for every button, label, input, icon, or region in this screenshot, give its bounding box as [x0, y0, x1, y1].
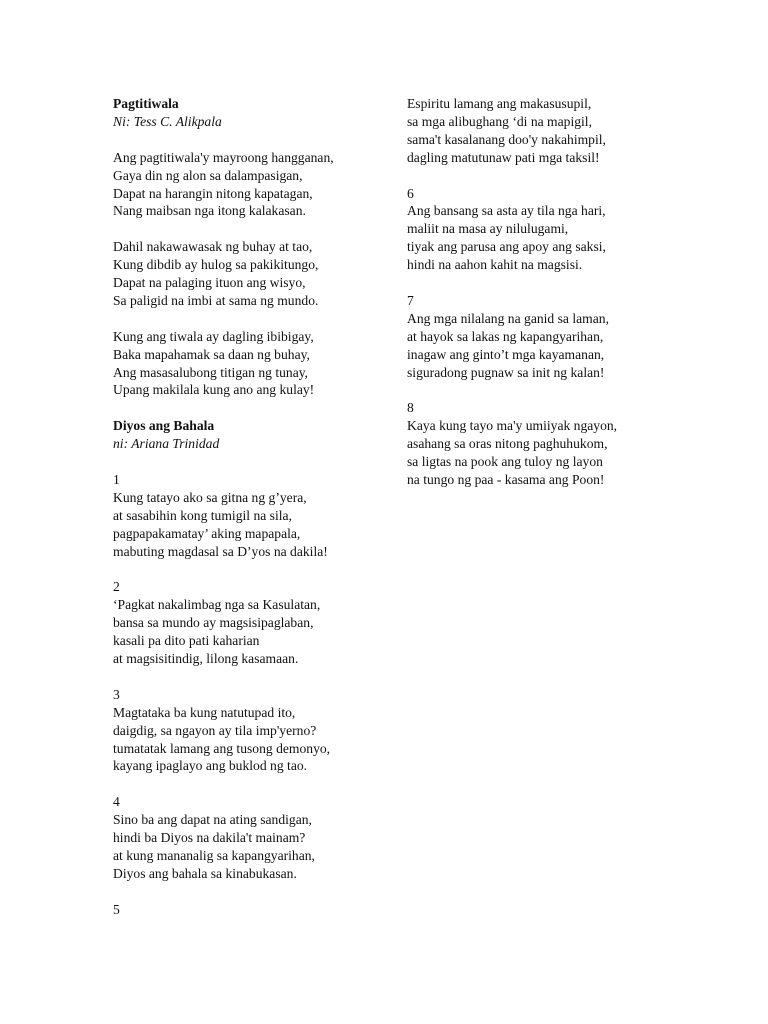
stanza-number: 5 [113, 901, 120, 917]
poem-line: pagpapakamatay’ aking mapapala, [113, 525, 301, 541]
right-column [407, 95, 687, 489]
poem-line: Sa paligid na imbi at sama ng mundo. [113, 292, 319, 308]
poem-author-tess-alikpala: Ni: Tess C. Alikpala [113, 113, 222, 129]
poem-line: hindi ba Diyos na dakila't mainam? [113, 830, 306, 846]
stanza-number: 1 [113, 471, 120, 487]
poem-line: inagaw ang ginto’t mga kayamanan, [407, 346, 605, 362]
poem-line: Diyos ang bahala sa kinabukasan. [113, 865, 297, 881]
poem-title-pagtitiwala: Pagtitiwala [113, 96, 179, 111]
stanza [113, 149, 383, 221]
poem-line: Dahil nakawawasak ng buhay at tao, [113, 239, 313, 255]
poem-line: kayang ipaglayo ang buklod ng tao. [113, 758, 308, 774]
poem-line: sa ligtas na pook ang tuloy ng layon [407, 454, 603, 470]
left-column [113, 95, 383, 919]
stanza [407, 292, 687, 382]
poem-line: Ang mga nilalang na ganid sa laman, [407, 310, 609, 326]
poem-line: at magsisitindig, lilong kasamaan. [113, 651, 299, 666]
stanza [113, 328, 383, 400]
stanza [113, 686, 383, 776]
stanza [113, 901, 383, 919]
poem-line: Upang makilala kung ano ang kulay! [113, 382, 315, 398]
stanza-number: 4 [113, 794, 120, 810]
poem-line: sa mga alibughang ‘di na mapigil, [407, 113, 592, 129]
stanza [113, 238, 383, 310]
stanza [113, 793, 383, 883]
stanza [407, 185, 687, 275]
poem-author-ariana-trinidad: ni: Ariana Trinidad [113, 436, 220, 452]
poem-line: Gaya din ng alon sa dalampasigan, [113, 167, 303, 183]
poem-line: kasali pa dito pati kaharian [113, 633, 260, 649]
poem-line: Kung tatayo ako sa gitna ng g’yera, [113, 489, 307, 505]
poem-line: tumatatak lamang ang tusong demonyo, [113, 740, 331, 756]
poem-line: sama't kasalanang doo'y nakahimpil, [407, 131, 606, 147]
poem-line: Baka mapahamak sa daan ng buhay, [113, 346, 310, 362]
poem-line: Sino ba ang dapat na ating sandigan, [113, 812, 312, 828]
poem-line: asahang sa oras nitong paghuhukom, [407, 436, 608, 452]
poem-line: Kung ang tiwala ay dagling ibibigay, [113, 328, 314, 344]
poem-line: at kung mananalig sa kapangyarihan, [113, 847, 315, 863]
poem-line: mabuting magdasal sa D’yos na dakila! [113, 543, 328, 559]
stanza [407, 399, 687, 489]
stanza [113, 578, 383, 668]
poem-line: bansa sa mundo ay magsisipaglaban, [113, 615, 314, 631]
poem-line: Dapat na harangin nitong kapatagan, [113, 185, 313, 201]
poem-line: ‘Pagkat nakalimbag nga sa Kasulatan, [113, 597, 321, 613]
stanza-number: 6 [407, 185, 414, 201]
poem-line: siguradong pugnaw sa init ng kalan! [407, 364, 605, 380]
poem-line: Nang maibsan nga itong kalakasan. [113, 203, 306, 219]
poem-line: hindi na aahon kahit na magsisi. [407, 257, 583, 273]
poem-line: maliit na masa ay nilulugami, [407, 221, 569, 237]
poem-line: at hayok sa lakas ng kapangyarihan, [407, 328, 604, 344]
poem-title-diyos-ang-bahala: Diyos ang Bahala [113, 418, 215, 434]
poem-line: Dapat na palaging ituon ang wisyo, [113, 275, 306, 291]
stanza-number: 7 [407, 292, 414, 308]
poem-line: Kung dibdib ay hulog sa pakikitungo, [113, 257, 319, 273]
poem-line: at sasabihin kong tumigil na sila, [113, 507, 292, 523]
stanza-number: 8 [407, 400, 414, 416]
poem-line: Ang bansang sa asta ay tila nga hari, [407, 203, 606, 219]
poem-line: Kaya kung tayo ma'y umiiyak ngayon, [407, 418, 618, 434]
stanza-continued [407, 95, 687, 167]
stanza-number: 3 [113, 686, 120, 702]
poem-line: Ang pagtitiwala'y mayroong hangganan, [113, 149, 334, 165]
poem-line: tiyak ang parusa ang apoy ang saksi, [407, 239, 606, 255]
poem-line: dagling matutunaw pati mga taksil! [407, 149, 600, 165]
poem-line: Ang masasalubong titigan ng tunay, [113, 364, 309, 380]
poem-line: Espiritu lamang ang makasusupil, [407, 96, 592, 111]
stanza [113, 471, 383, 561]
poem-line: daigdig, sa ngayon ay tila imp'yerno? [113, 722, 317, 738]
poem-line: Magtataka ba kung natutupad ito, [113, 704, 296, 720]
poem-line: na tungo ng paa - kasama ang Poon! [407, 471, 605, 487]
stanza-number: 2 [113, 579, 120, 595]
